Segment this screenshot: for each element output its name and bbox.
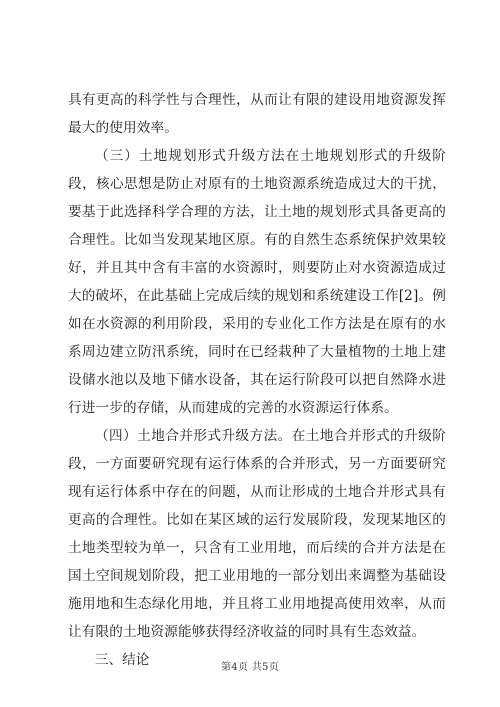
paragraph-land-merge-upgrade: （四）土地合并形式升级方法。在土地合并形式的升级阶段，一方面要研究现有运行体系的合并形式，另一方面要研究现有运行体系中存在的问题，从而让形成的土地合并形式具有更高的合理性。比如在某区域的运行发展阶段，发现某地区的土地类型较为单一，只含有工业用地，而后续的合并方法是在国土空间规划阶段，把工业用地的一部分划出来调整为基础设施用地和生态绿化用地，并且将工业用地提高使用效率，从而让有限的土地资源能够获得经济收益的同时具有生态效益。	[68, 428, 446, 640]
paragraph-continuation: 具有更高的科学性与合理性，从而让有限的建设用地资源发挥最大的使用效率。	[68, 92, 446, 136]
document-body	[68, 86, 446, 674]
page-footer: 第4页 共5页	[220, 662, 279, 673]
section-heading-conclusion: 三、结论	[95, 652, 150, 668]
paragraph-land-planning-upgrade: （三）土地规划形式升级方法在土地规划形式的升级阶段，核心思想是防止对原有的土地资源系统造成过大的干扰，要基于此选择科学合理的方法，让土地的规划形式具备更高的合理性。比如当发现某地区原。有的自然生态系统保护效果较好，并且其中含有丰富的水资源时，则要防止对水资源造成过大的破坏，在此基础上完成后续的规划和系统建设工作[2]。例如在水资源的利用阶段，采用的专业化工作方法是在原有的水系周边建立防汛系统，同时在已经栽种了大量植物的土地上建设储水池以及地下储水设备，其在运行阶段可以把自然降水进行进一步的存储，从而建成的完善的水资源运行体系。	[68, 148, 446, 416]
